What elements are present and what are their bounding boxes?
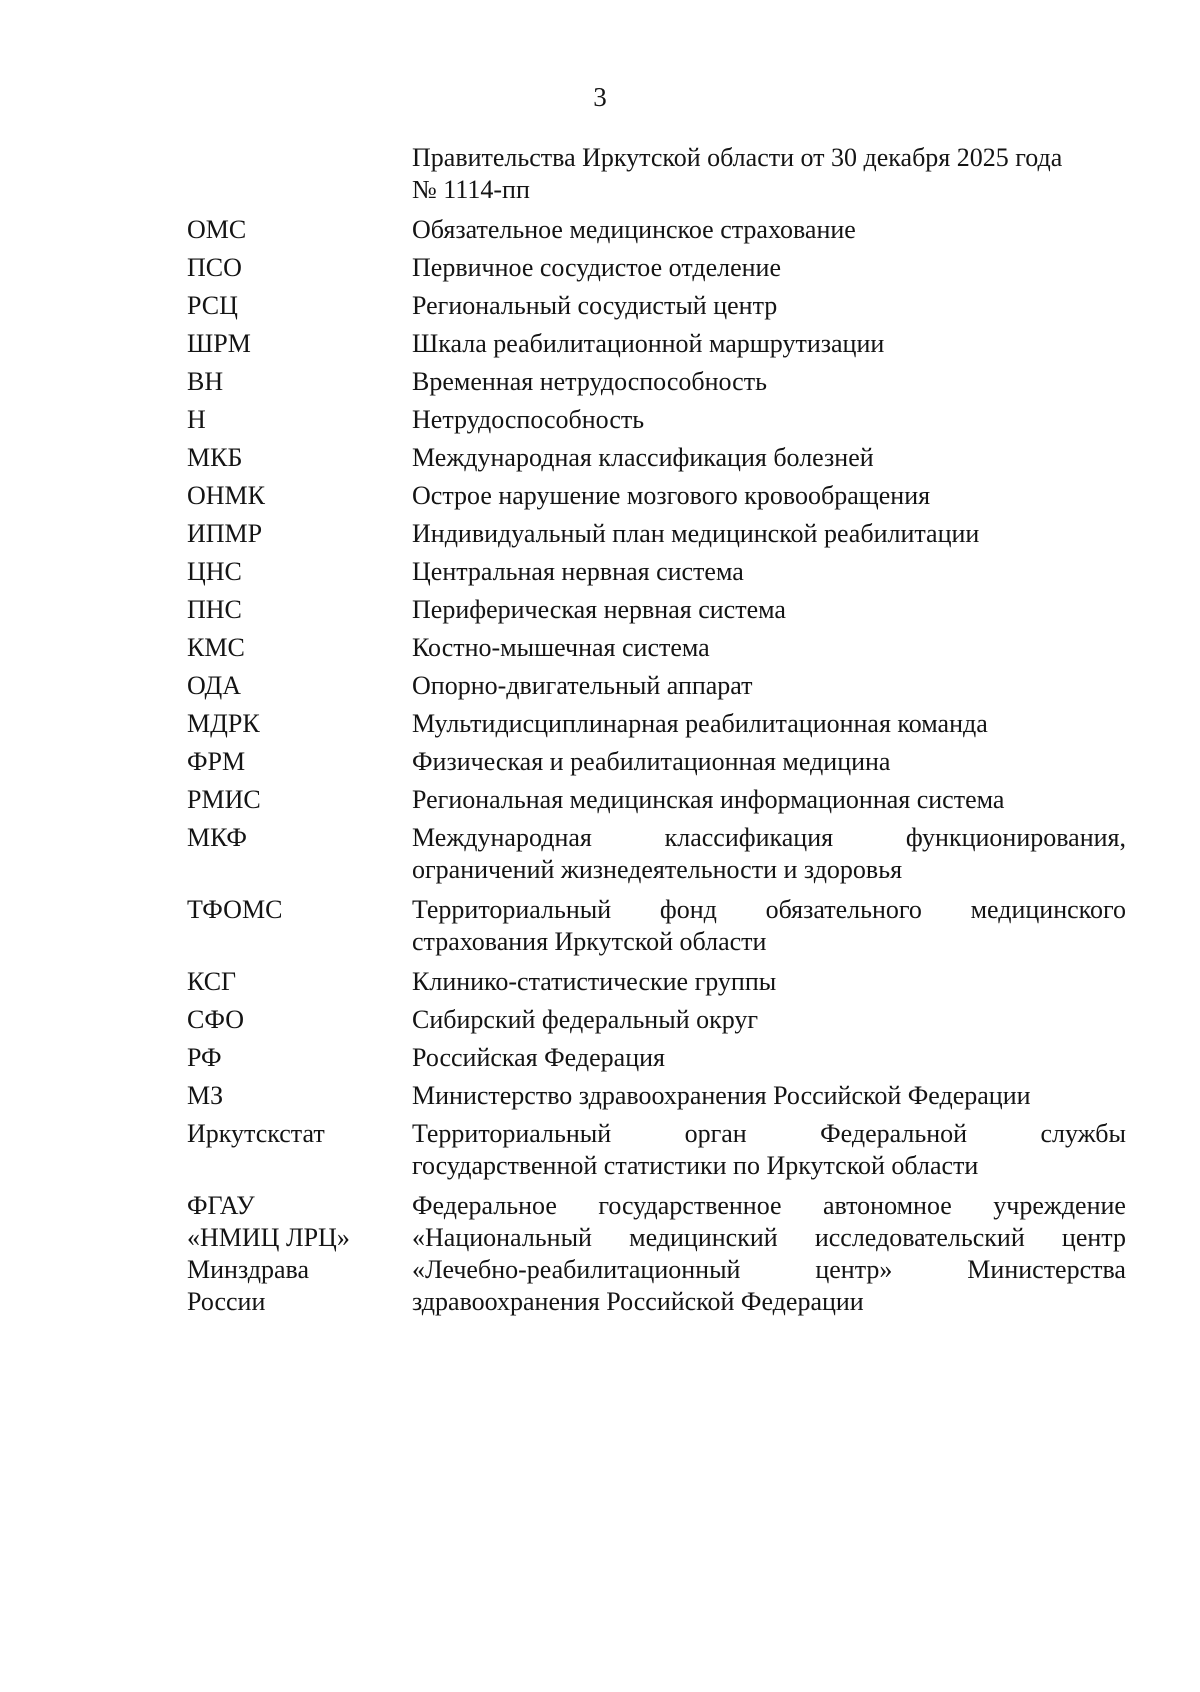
definition-word: центр» [815,1255,893,1284]
abbreviation-term [187,556,412,588]
abbreviation-term [187,966,412,998]
term-line: РМИС [187,785,261,814]
abbreviation-row [187,404,1126,436]
abbreviation-definition [412,1042,1126,1074]
abbreviation-row [187,366,1126,398]
abbreviation-definition [412,966,1126,998]
term-line: ТФОМС [187,895,283,924]
definition-line: страхования Иркутской области [412,927,767,956]
abbreviation-row [187,1118,1126,1182]
abbreviation-row [187,1190,1126,1318]
term-line: «НМИЦ ЛРЦ» [187,1223,350,1252]
abbreviation-row [187,480,1126,512]
definition-line: Международная классификация болезней [412,443,874,472]
abbreviation-term [187,252,412,284]
term-line: КСГ [187,967,237,996]
abbreviation-definition [412,822,1126,886]
term-line: МКБ [187,443,243,472]
definition-word: орган [684,1119,747,1148]
term-line: ПНС [187,595,242,624]
definition-line: ограничений жизнедеятельности и здоровья [412,855,903,884]
abbreviation-definition [412,1004,1126,1036]
definition-line-justified [412,894,1126,926]
abbreviations-list [187,214,1126,1326]
term-line: ОДА [187,671,241,700]
definition-line-justified [412,1118,1126,1150]
abbreviation-row [187,966,1126,998]
abbreviation-term [187,1118,412,1150]
term-line: МКФ [187,823,247,852]
document-heading-continuation [412,142,1126,206]
definition-line: здравоохранения Российской Федерации [412,1287,864,1316]
definition-word: классификация [664,823,834,852]
abbreviation-definition [412,632,1126,664]
abbreviation-definition [412,252,1126,284]
definition-line: Шкала реабилитационной маршрутизации [412,329,885,358]
definition-line: Региональная медицинская информационная система [412,785,1005,814]
definition-word: обязательного [765,895,922,924]
abbreviation-definition [412,404,1126,436]
abbreviation-term [187,366,412,398]
definition-line: Сибирский федеральный округ [412,1005,759,1034]
definition-line-justified [412,1222,1126,1254]
definition-word: Федеральной [820,1119,968,1148]
abbreviation-row [187,214,1126,246]
definition-line-justified [412,1254,1126,1286]
definition-word: Территориальный [412,895,612,924]
abbreviation-definition [412,518,1126,550]
abbreviation-row [187,1042,1126,1074]
definition-word: Министерства [967,1255,1126,1284]
abbreviation-definition [412,594,1126,626]
definition-line-justified [412,822,1126,854]
definition-line: Костно-мышечная система [412,633,710,662]
abbreviation-row [187,442,1126,474]
definition-word: «Лечебно-реабилитационный [412,1255,741,1284]
definition-word: автономное [822,1191,952,1220]
definition-word: медицинского [970,895,1126,924]
abbreviation-definition [412,1118,1126,1182]
abbreviation-term [187,670,412,702]
term-line: ВН [187,367,224,396]
term-line: ОМС [187,215,247,244]
definition-line: Нетрудоспособность [412,405,645,434]
definition-word: «Национальный [412,1223,592,1252]
definition-line: Центральная нервная система [412,557,744,586]
definition-line: Временная нетрудоспособность [412,367,767,396]
definition-word: учреждение [993,1191,1126,1220]
abbreviation-row [187,252,1126,284]
definition-word: службы [1040,1119,1126,1148]
abbreviation-term [187,708,412,740]
abbreviation-term [187,594,412,626]
term-line: Иркутскстат [187,1119,325,1148]
abbreviation-row [187,670,1126,702]
definition-word: функционирования, [905,823,1126,852]
term-line: СФО [187,1005,244,1034]
heading-line-2: № 1114-пп [412,175,530,204]
abbreviation-term [187,1190,412,1318]
abbreviation-row [187,746,1126,778]
abbreviation-definition [412,746,1126,778]
page-number: 3 [593,82,607,112]
definition-word: исследовательский [814,1223,1025,1252]
definition-word: Территориальный [412,1119,612,1148]
term-line: ПСО [187,253,242,282]
abbreviation-row [187,1080,1126,1112]
term-line: России [187,1287,266,1316]
abbreviation-row [187,784,1126,816]
term-line: МЗ [187,1081,224,1110]
abbreviation-row [187,708,1126,740]
abbreviation-definition [412,328,1126,360]
definition-word: Международная [412,823,592,852]
definition-line: Клинико-статистические группы [412,967,777,996]
definition-word: Федеральное [412,1191,557,1220]
abbreviation-term [187,480,412,512]
definition-line: Обязательное медицинское страхование [412,215,856,244]
term-line: МДРК [187,709,260,738]
definition-line: государственной статистики по Иркутской области [412,1151,979,1180]
abbreviation-term [187,1042,412,1074]
definition-line: Острое нарушение мозгового кровообращения [412,481,931,510]
term-line: КМС [187,633,245,662]
abbreviation-definition [412,1080,1126,1112]
abbreviation-row [187,894,1126,958]
definition-word: центр [1061,1223,1126,1252]
abbreviation-definition [412,480,1126,512]
abbreviation-term [187,1080,412,1112]
abbreviation-definition [412,556,1126,588]
abbreviation-row [187,822,1126,886]
term-line: ИПМР [187,519,263,548]
abbreviation-row [187,518,1126,550]
abbreviation-definition [412,1190,1126,1318]
abbreviation-definition [412,708,1126,740]
abbreviation-term [187,518,412,550]
term-line: ФГАУ [187,1191,255,1220]
definition-line: Физическая и реабилитационная медицина [412,747,891,776]
abbreviation-term [187,404,412,436]
term-line: Минздрава [187,1255,309,1284]
definition-line: Мультидисциплинарная реабилитационная команда [412,709,988,738]
abbreviation-definition [412,894,1126,958]
abbreviation-definition [412,366,1126,398]
abbreviation-row [187,556,1126,588]
abbreviation-term [187,1004,412,1036]
abbreviation-term [187,328,412,360]
abbreviation-row [187,594,1126,626]
abbreviation-term [187,214,412,246]
definition-line: Первичное сосудистое отделение [412,253,781,282]
term-line: ОНМК [187,481,266,510]
abbreviation-row [187,1004,1126,1036]
definition-line: Периферическая нервная система [412,595,786,624]
abbreviation-term [187,746,412,778]
definition-line: Российская Федерация [412,1043,665,1072]
abbreviation-definition [412,442,1126,474]
term-line: ФРМ [187,747,246,776]
abbreviation-term [187,822,412,854]
term-line: РСЦ [187,291,238,320]
definition-line: Министерство здравоохранения Российской Федерации [412,1081,1031,1110]
definition-line: Индивидуальный план медицинской реабилитации [412,519,980,548]
definition-line: Региональный сосудистый центр [412,291,778,320]
abbreviation-term [187,290,412,322]
abbreviation-term [187,632,412,664]
abbreviation-definition [412,290,1126,322]
definition-word: фонд [659,895,717,924]
abbreviation-term [187,894,412,926]
abbreviation-definition [412,784,1126,816]
definition-line-justified [412,1190,1126,1222]
abbreviation-definition [412,214,1126,246]
heading-line-1: Правительства Иркутской области от 30 декабря 2025 года [412,143,1063,172]
abbreviation-row [187,328,1126,360]
abbreviation-row [187,632,1126,664]
abbreviation-row [187,290,1126,322]
definition-word: медицинский [629,1223,778,1252]
abbreviation-term [187,784,412,816]
abbreviation-term [187,442,412,474]
term-line: ШРМ [187,329,251,358]
term-line: Н [187,405,206,434]
definition-word: государственное [598,1191,782,1220]
definition-line: Опорно-двигательный аппарат [412,671,753,700]
term-line: ЦНС [187,557,242,586]
term-line: РФ [187,1043,222,1072]
abbreviation-definition [412,670,1126,702]
